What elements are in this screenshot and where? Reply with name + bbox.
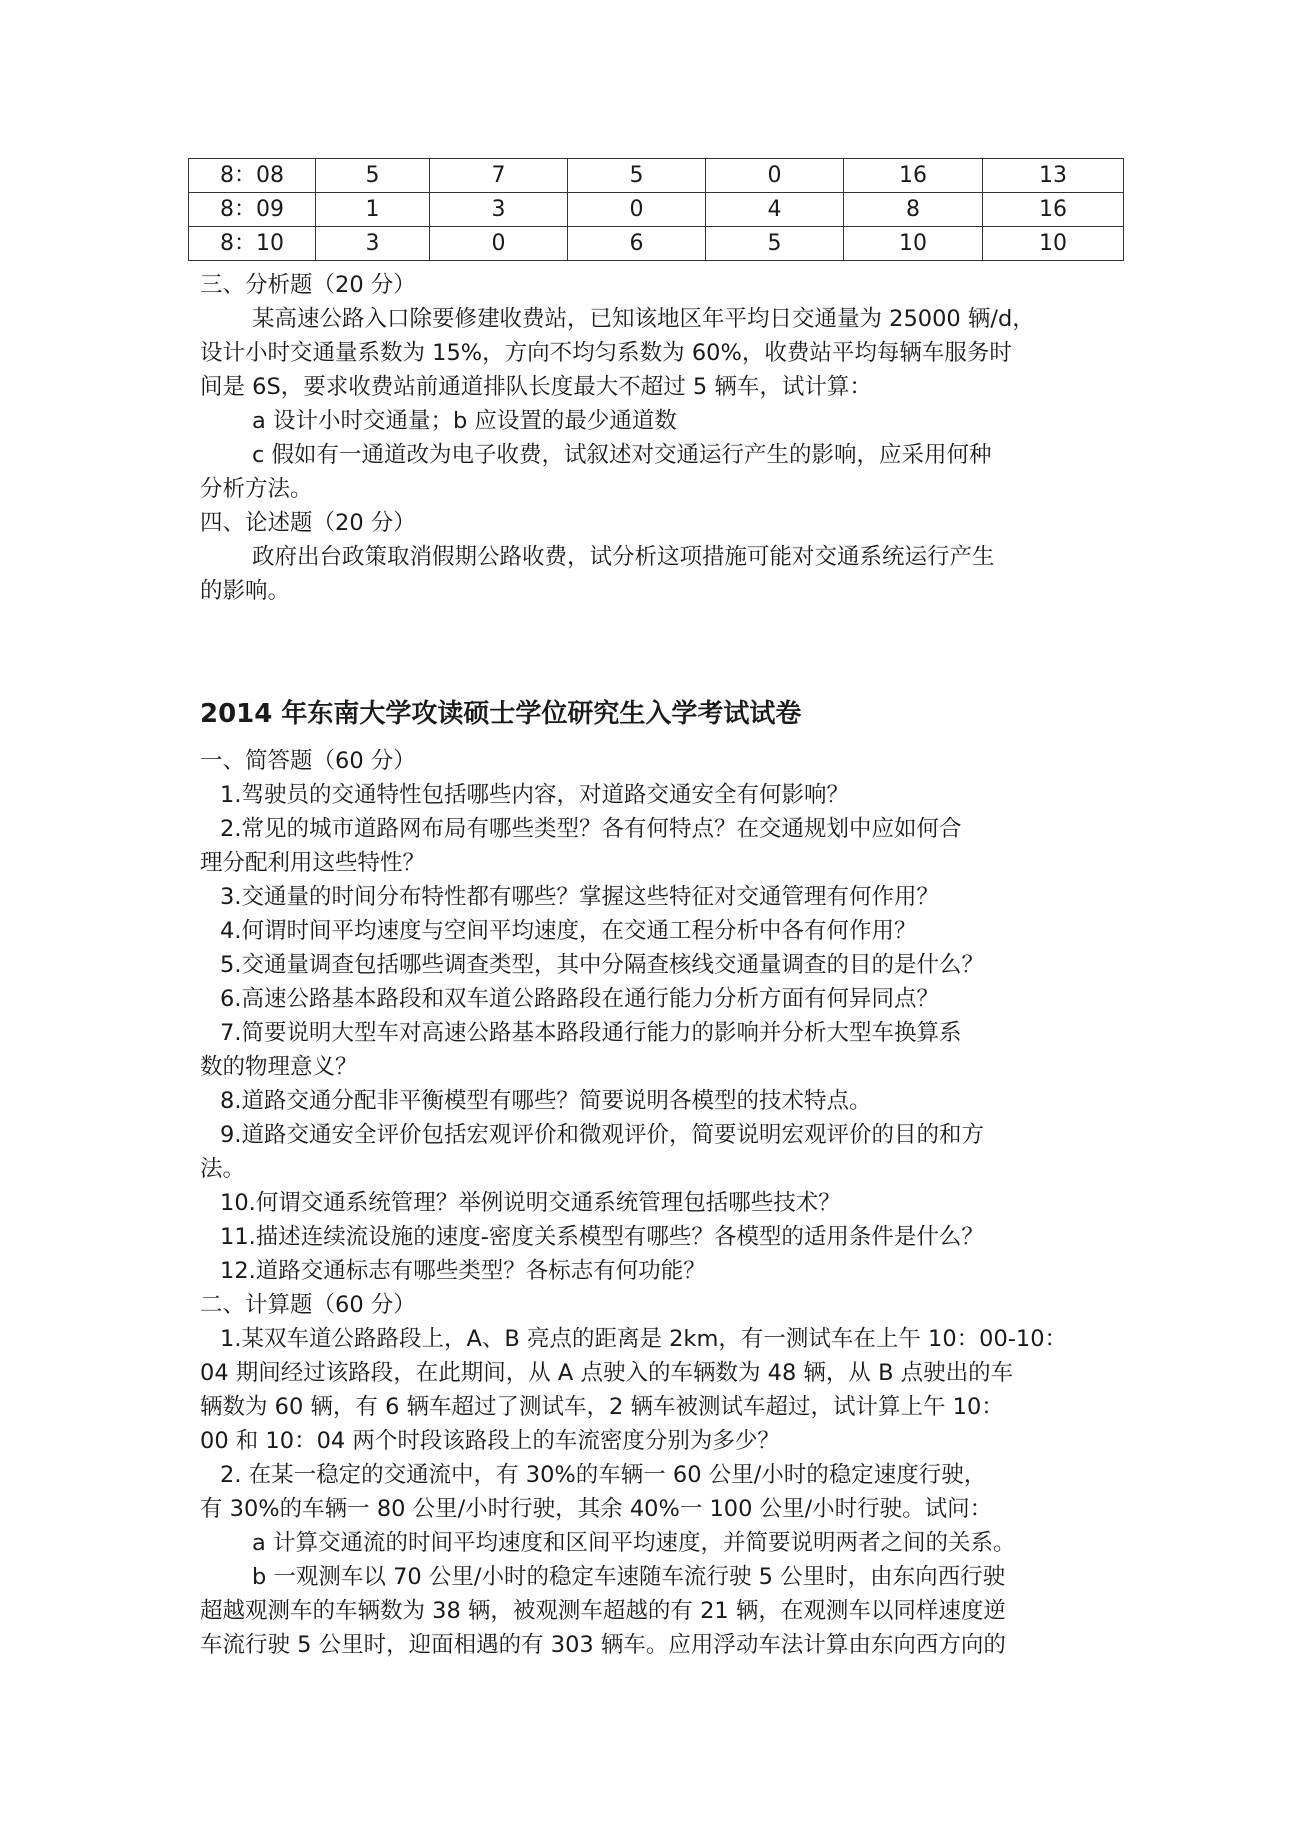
question-line: 00 和 10：04 两个时段该路段上的车流密度分别为多少？ — [200, 1428, 780, 1454]
table-cell: 3 — [430, 193, 568, 227]
question-line: 4.何谓时间平均速度与空间平均速度，在交通工程分析中各有何作用？ — [220, 918, 917, 944]
table-cell: 5 — [706, 227, 844, 261]
table-cell: 8：09 — [189, 193, 316, 227]
table-cell: 10 — [983, 227, 1124, 261]
question-line: 5.交通量调查包括哪些调查类型，其中分隔查核线交通量调查的目的是什么？ — [220, 952, 984, 978]
section-heading: 一、简答题（60 分） — [200, 748, 416, 774]
table-cell: 8：08 — [189, 159, 316, 193]
paragraph-line: 间是 6S，要求收费站前通道排队长度最大不超过 5 辆车，试计算： — [200, 374, 872, 400]
table-cell: 1 — [316, 193, 430, 227]
question-line: 车流行驶 5 公里时，迎面相遇的有 303 辆车。应用浮动车法计算由东向西方向的 — [200, 1632, 1006, 1658]
question-line: 7.简要说明大型车对高速公路基本路段通行能力的影响并分析大型车换算系 — [220, 1020, 962, 1046]
question-line: 9.道路交通安全评价包括宏观评价和微观评价，简要说明宏观评价的目的和方 — [220, 1122, 984, 1148]
question-line: 1.驾驶员的交通特性包括哪些内容，对道路交通安全有何影响？ — [220, 782, 849, 808]
question-line: 理分配利用这些特性？ — [200, 850, 426, 876]
question-line: 辆数为 60 辆，有 6 辆车超过了测试车，2 辆车被测试车超过，试计算上午 10： — [200, 1394, 1004, 1420]
paragraph-line: 设计小时交通量系数为 15%，方向不均匀系数为 60%，收费站平均每辆车服务时 — [200, 340, 1012, 366]
paragraph-line: 某高速公路入口除要修建收费站，已知该地区年平均日交通量为 25000 辆/d， — [252, 306, 1035, 332]
paragraph-line: 分析方法。 — [200, 476, 313, 502]
question-line: 超越观测车的车辆数为 38 辆，被观测车超越的有 21 辆，在观测车以同样速度逆 — [200, 1598, 1006, 1624]
question-line: 1.某双车道公路路段上，A、B 亮点的距离是 2km，有一测试车在上午 10：00-10： — [220, 1326, 1068, 1352]
exam-title: 2014 年东南大学攻读硕士学位研究生入学考试试卷 — [200, 699, 802, 729]
section-heading: 三、分析题（20 分） — [200, 272, 416, 298]
table-cell: 13 — [983, 159, 1124, 193]
question-line: 11.描述连续流设施的速度-密度关系模型有哪些？各模型的适用条件是什么？ — [220, 1224, 984, 1250]
table-row — [189, 159, 1124, 193]
table-cell: 16 — [844, 159, 983, 193]
question-line: 10.何谓交通系统管理？举例说明交通系统管理包括哪些技术？ — [220, 1190, 841, 1216]
table-cell: 5 — [316, 159, 430, 193]
table-cell: 8 — [844, 193, 983, 227]
table-cell: 3 — [316, 227, 430, 261]
paragraph-line: a 设计小时交通量；b 应设置的最少通道数 — [252, 408, 677, 434]
section-heading: 二、计算题（60 分） — [200, 1292, 416, 1318]
table-cell: 0 — [706, 159, 844, 193]
question-line: 2. 在某一稳定的交通流中，有 30%的车辆一 60 公里/小时的稳定速度行驶， — [220, 1462, 987, 1488]
question-line: 有 30%的车辆一 80 公里/小时行驶，其余 40%一 100 公里/小时行驶。试问： — [200, 1496, 993, 1522]
table-cell: 6 — [568, 227, 706, 261]
question-line: 8.道路交通分配非平衡模型有哪些？简要说明各模型的技术特点。 — [220, 1088, 872, 1114]
question-line: 12.道路交通标志有哪些类型？各标志有何功能？ — [220, 1258, 706, 1284]
question-line: 数的物理意义？ — [200, 1054, 358, 1080]
table-cell: 5 — [568, 159, 706, 193]
question-line: 6.高速公路基本路段和双车道公路路段在通行能力分析方面有何异同点？ — [220, 986, 939, 1012]
question-line: a 计算交通流的时间平均速度和区间平均速度，并简要说明两者之间的关系。 — [252, 1530, 1016, 1556]
paragraph-line: 的影响。 — [200, 578, 291, 604]
section-heading: 四、论述题（20 分） — [200, 510, 416, 536]
question-line: 3.交通量的时间分布特性都有哪些？掌握这些特征对交通管理有何作用？ — [220, 884, 939, 910]
paragraph-line: c 假如有一通道改为电子收费，试叙述对交通运行产生的影响，应采用何种 — [252, 442, 992, 468]
table-cell: 4 — [706, 193, 844, 227]
table-cell: 7 — [430, 159, 568, 193]
table-cell: 16 — [983, 193, 1124, 227]
question-line: 04 期间经过该路段，在此期间，从 A 点驶入的车辆数为 48 辆，从 B 点驶出的车 — [200, 1360, 1014, 1386]
traffic-count-table — [188, 158, 1124, 261]
paragraph-line: 政府出台政策取消假期公路收费，试分析这项措施可能对交通系统运行产生 — [252, 544, 995, 570]
table-cell: 0 — [568, 193, 706, 227]
table-cell: 8：10 — [189, 227, 316, 261]
question-line: b 一观测车以 70 公里/小时的稳定车速随车流行驶 5 公里时，由东向西行驶 — [252, 1564, 1006, 1590]
table-cell: 0 — [430, 227, 568, 261]
table-row — [189, 227, 1124, 261]
question-line: 2.常见的城市道路网布局有哪些类型？各有何特点？在交通规划中应如何合 — [220, 816, 962, 842]
table-row — [189, 193, 1124, 227]
question-line: 法。 — [200, 1156, 246, 1182]
table-cell: 10 — [844, 227, 983, 261]
